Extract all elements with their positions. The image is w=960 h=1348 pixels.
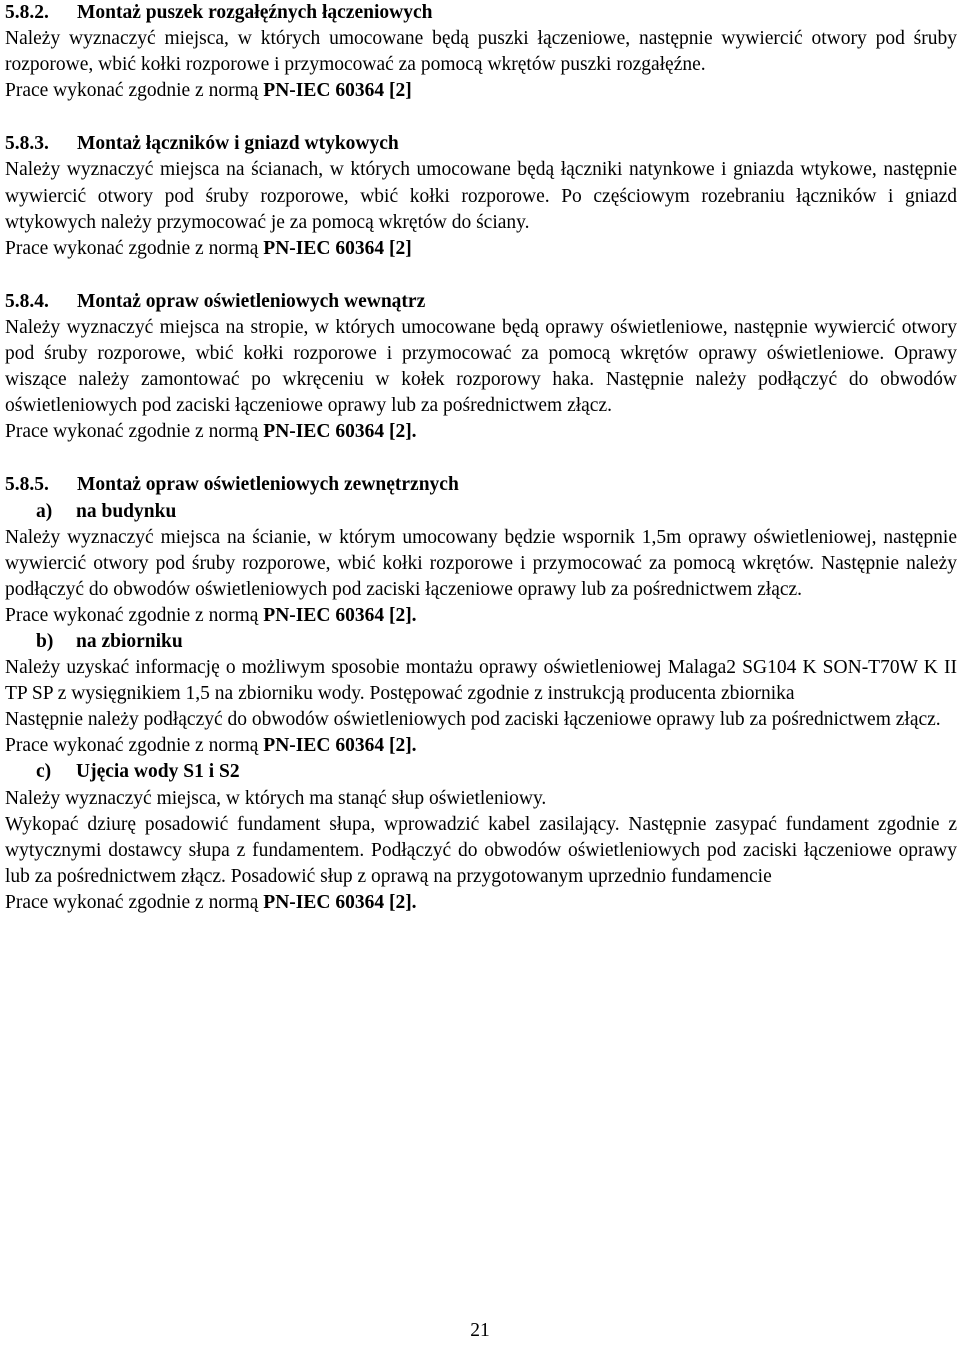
section-5-8-2 <box>5 0 957 104</box>
page-number: 21 <box>470 1320 490 1341</box>
section-paragraph: Należy wyznaczyć miejsca na stropie, w których umocowane będą oprawy oświetleniowe, następnie wywiercić otwory pod śruby rozporowe, wbić kołki rozporowe i przymocować za pomocą wkrętów oprawy oświetleniowe. Oprawy wiszące należy zamontować po wkręceniu w kołek rozporowy haka. Następnie należy podłączyć do obwodów oświetleniowych pod zaciski łączeniowe oprawy lub za pośrednictwem złącz. <box>5 316 957 417</box>
section-heading <box>5 289 957 315</box>
norm-reference <box>5 603 957 629</box>
norm-code: PN-IEC 60364 [2] <box>263 80 412 102</box>
subsection-title: na zbiorniku <box>76 630 183 652</box>
document-page <box>5 0 957 916</box>
section-heading <box>5 0 957 26</box>
norm-code: PN-IEC 60364 [2]. <box>263 891 417 913</box>
norm-reference <box>5 419 957 445</box>
subsection-paragraph: Należy uzyskać informację o możliwym sposobie montażu oprawy oświetleniowej Malaga2 SG104 K SON-T70W K II TP SP z wysięgnikiem 1,5 na zbiorniku wody. Postępować zgodnie z instrukcją producenta zbiornika <box>5 657 957 705</box>
section-number: 5.8.4. <box>5 290 49 312</box>
section-5-8-3 <box>5 131 957 261</box>
norm-reference <box>5 890 957 916</box>
subsection-letter: b) <box>36 630 54 652</box>
section-heading <box>5 131 957 157</box>
norm-reference <box>5 236 957 262</box>
norm-code: PN-IEC 60364 [2]. <box>263 421 417 443</box>
norm-prefix: Prace wykonać zgodnie z normą <box>5 891 264 913</box>
subsection-letter: a) <box>36 500 53 522</box>
norm-prefix: Prace wykonać zgodnie z normą <box>5 421 264 443</box>
norm-code: PN-IEC 60364 [2]. <box>263 735 417 757</box>
subsection-heading-b <box>5 629 957 655</box>
subsection-title: Ujęcia wody S1 i S2 <box>76 761 240 783</box>
norm-prefix: Prace wykonać zgodnie z normą <box>5 735 264 757</box>
norm-prefix: Prace wykonać zgodnie z normą <box>5 80 264 102</box>
subsection-paragraph: Następnie należy podłączyć do obwodów oświetleniowych pod zaciski łączeniowe oprawy lub za pośrednictwem złącz. <box>5 709 941 731</box>
subsection-heading-a <box>5 499 957 525</box>
norm-code: PN-IEC 60364 [2]. <box>263 604 417 626</box>
section-paragraph: Należy wyznaczyć miejsca, w których umocowane będą puszki łączeniowe, następnie wywiercić otwory pod śruby rozporowe, wbić kołki rozporowe i przymocować za pomocą wkrętów puszki rozgałęźne. <box>5 28 957 76</box>
section-title: Montaż puszek rozgałęźnych łączeniowych <box>77 2 433 23</box>
norm-reference <box>5 78 957 104</box>
section-title: Montaż opraw oświetleniowych wewnątrz <box>77 290 426 312</box>
section-number: 5.8.5. <box>5 474 49 496</box>
norm-reference <box>5 733 957 759</box>
norm-prefix: Prace wykonać zgodnie z normą <box>5 604 264 626</box>
section-5-8-4 <box>5 289 957 446</box>
subsection-letter: c) <box>36 761 52 783</box>
section-number: 5.8.2. <box>5 2 49 23</box>
section-paragraph: Należy wyznaczyć miejsca na ścianach, w których umocowane będą łączniki natynkowe i gniazda wtykowe, następnie wywiercić otwory pod śruby rozporowe, wbić kołki rozporowe. Po częściowym rozebraniu łączników i gniazd wtykowych należy przymocować je za pomocą wkrętów do ściany. <box>5 159 957 233</box>
section-title: Montaż opraw oświetleniowych zewnętrznych <box>77 474 459 496</box>
subsection-paragraph: Należy wyznaczyć miejsca na ścianie, w którym umocowany będzie wspornik 1,5m oprawy oświetleniowej, następnie wywiercić otwory pod śruby rozporowe, wbić kołki rozporowe i przymocować za pomocą wkrętów. Następnie należy podłączyć do obwodów oświetleniowych pod zaciski łączeniowe oprawy lub za pośrednictwem złącz. <box>5 526 957 600</box>
subsection-heading-c <box>5 759 957 785</box>
norm-code: PN-IEC 60364 [2] <box>263 237 412 259</box>
section-title: Montaż łączników i gniazd wtykowych <box>77 133 399 155</box>
subsection-title: na budynku <box>76 500 177 522</box>
subsection-paragraph: Należy wyznaczyć miejsca, w których ma stanąć słup oświetleniowy. <box>5 787 547 809</box>
section-heading <box>5 472 957 498</box>
section-number: 5.8.3. <box>5 133 49 155</box>
subsection-paragraph: Wykopać dziurę posadowić fundament słupa, wprowadzić kabel zasilający. Następnie zasypać fundament zgodnie z wytycznymi dostawcy słupa z fundamentem. Podłączyć do obwodów oświetleniowych pod zaciski łączeniowe oprawy lub za pośrednictwem złącz. Posadowić słup z oprawą na przygotowanym uprzednio fundamencie <box>5 813 957 887</box>
norm-prefix: Prace wykonać zgodnie z normą <box>5 237 264 259</box>
section-5-8-5 <box>5 472 957 916</box>
